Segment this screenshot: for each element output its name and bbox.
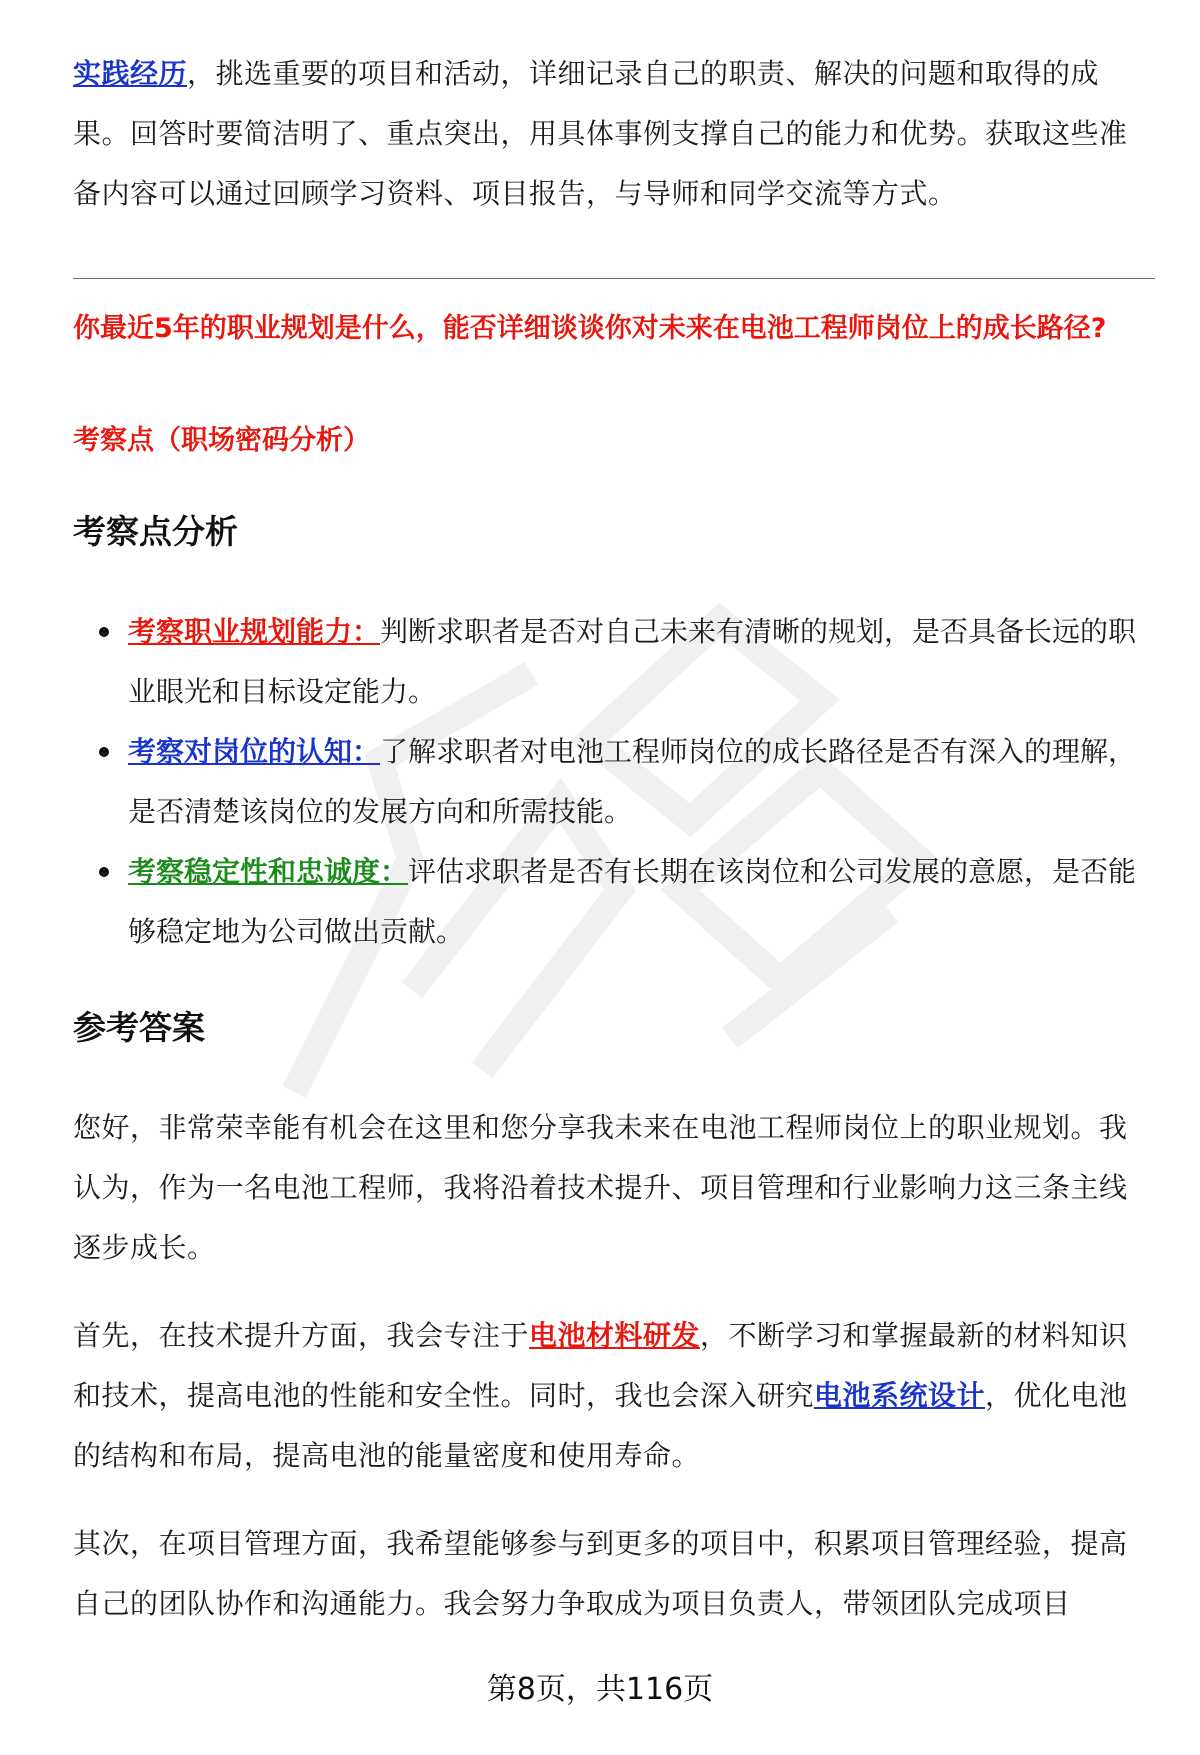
- answer-p2-text-b: ，不断学习和掌握最新的材料知识和技术，提高电池的性能和安全性。同时，我也会深入研究: [73, 1319, 1128, 1412]
- battery-system-design-link[interactable]: 电池系统设计: [814, 1379, 986, 1412]
- answer-paragraph-2: [73, 1306, 1153, 1486]
- bullet-item-career-planning: [73, 602, 1153, 722]
- bullet-item-role-awareness: [73, 722, 1153, 842]
- bullet-label-stability-loyalty[interactable]: 考察稳定性和忠诚度：: [128, 855, 409, 888]
- interview-question: 你最近5年的职业规划是什么，能否详细谈谈你对未来在电池工程师岗位上的成长路径?: [73, 313, 1107, 344]
- answer-p2-text-a: 首先，在技术提升方面，我会专注于: [73, 1319, 530, 1352]
- analysis-bullet-list: [73, 602, 1153, 962]
- bullet-dot-icon: [99, 747, 109, 757]
- exam-point-label: 考察点（职场密码分析）: [73, 425, 370, 456]
- answer-p2-text-c: ，优化电池的结构和布局，提高电池的能量密度和使用寿命。: [73, 1379, 1128, 1472]
- practice-experience-link[interactable]: 实践经历: [73, 57, 188, 90]
- bullet-text-role-awareness: 了解求职者对电池工程师岗位的成长路径是否有深入的理解，是否清楚该岗位的发展方向和所需技能。: [128, 735, 1137, 828]
- answer-paragraph-3: 其次，在项目管理方面，我希望能够参与到更多的项目中，积累项目管理经验，提高自己的团队协作和沟通能力。我会努力争取成为项目负责人，带领团队完成项目: [73, 1527, 1128, 1620]
- bullet-dot-icon: [99, 867, 109, 877]
- analysis-heading: 考察点分析: [73, 512, 238, 551]
- battery-materials-link[interactable]: 电池材料研发: [529, 1319, 701, 1352]
- bullet-dot-icon: [99, 627, 109, 637]
- answer-paragraph-1: 您好，非常荣幸能有机会在这里和您分享我未来在电池工程师岗位上的职业规划。我认为，作为一名电池工程师，我将沿着技术提升、项目管理和行业影响力这三条主线逐步成长。: [73, 1111, 1128, 1264]
- intro-text: ，挑选重要的项目和活动，详细记录自己的职责、解决的问题和取得的成果。回答时要简洁明了、重点突出，用具体事例支撑自己的能力和优势。获取这些准备内容可以通过回顾学习资料、项目报告，与导师和同学交流等方式。: [73, 57, 1128, 210]
- answer-heading: 参考答案: [73, 1008, 205, 1047]
- bullet-label-role-awareness[interactable]: 考察对岗位的认知：: [128, 735, 381, 768]
- bullet-label-career-planning[interactable]: 考察职业规划能力：: [128, 615, 381, 648]
- intro-paragraph: [73, 44, 1155, 224]
- bullet-text-career-planning: 判断求职者是否对自己未来有清晰的规划，是否具备长远的职业眼光和目标设定能力。: [128, 615, 1137, 708]
- bullet-text-stability-loyalty: 评估求职者是否有长期在该岗位和公司发展的意愿，是否能够稳定地为公司做出贡献。: [128, 855, 1137, 948]
- bullet-item-stability-loyalty: [73, 842, 1153, 962]
- page-number-footer: 第8页，共116页: [486, 1672, 714, 1707]
- section-divider: [73, 278, 1155, 279]
